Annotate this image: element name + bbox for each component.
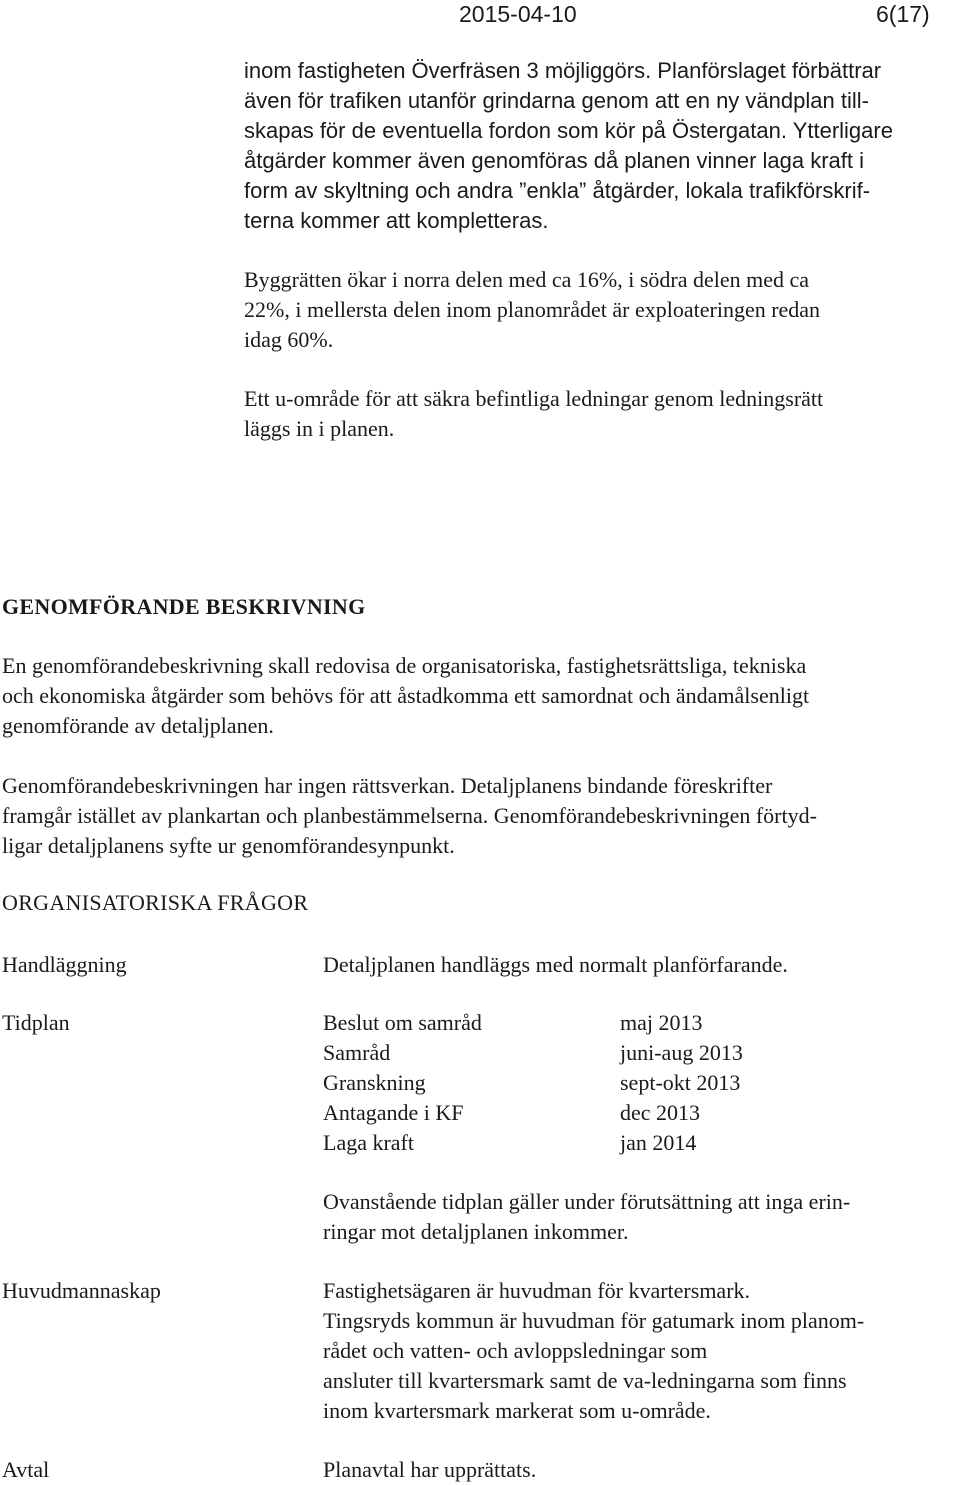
tidplan-steps	[323, 1008, 482, 1158]
intro-paragraph-2	[244, 265, 820, 355]
intro-paragraph-3	[244, 384, 823, 444]
text-line: åtgärder kommer även genomföras då planen vinner laga kraft i	[244, 148, 865, 173]
huvudmannaskap-label: Huvudmannaskap	[2, 1278, 161, 1303]
section-paragraph-2	[2, 771, 817, 861]
handlaggning-label: Handläggning	[2, 952, 127, 977]
text-line: ringar mot detaljplanen inkommer.	[323, 1219, 629, 1244]
text-line: skapas för de eventuella fordon som kör på Östergatan. Ytterligare	[244, 118, 893, 143]
text-line: och ekonomiska åtgärder som behövs för att åstadkomma ett samordnat och ändamålsenligt	[2, 683, 810, 708]
header-date: 2015-04-10	[459, 1, 577, 27]
text-line: form av skyltning och andra ”enkla” åtgärder, lokala trafikförskrif-	[244, 178, 871, 203]
avtal-label: Avtal	[2, 1457, 50, 1482]
text-line: ligar detaljplanens syfte ur genomförandesynpunkt.	[2, 833, 455, 858]
section-subheading: ORGANISATORISKA FRÅGOR	[2, 890, 309, 915]
text-line: Ovanstående tidplan gäller under förutsättning att inga erin-	[323, 1189, 851, 1214]
avtal-text: Planavtal har upprättats.	[323, 1457, 537, 1482]
text-line: 22%, i mellersta delen inom planområdet är exploateringen redan	[244, 297, 821, 322]
intro-paragraph-1	[244, 56, 893, 236]
tidplan-step: Antagande i KF	[323, 1100, 464, 1125]
text-line: terna kommer att kompletteras.	[244, 208, 549, 233]
tidplan-label: Tidplan	[2, 1010, 70, 1035]
tidplan-step: Beslut om samråd	[323, 1010, 482, 1035]
page-number: 6(17)	[876, 1, 930, 27]
tidplan-date: jan 2014	[620, 1130, 697, 1155]
tidplan-step: Laga kraft	[323, 1130, 414, 1155]
tidplan-step: Samråd	[323, 1040, 391, 1065]
huvudmannaskap-text	[323, 1276, 864, 1426]
text-line: även för trafiken utanför grindarna genom att en ny vändplan till-	[244, 88, 869, 113]
text-line: idag 60%.	[244, 327, 334, 352]
text-line: ansluter till kvartersmark samt de va-ledningarna som finns	[323, 1368, 847, 1393]
tidplan-date: juni-aug 2013	[620, 1040, 743, 1065]
tidplan-date: maj 2013	[620, 1010, 703, 1035]
handlaggning-text: Detaljplanen handläggs med normalt planförfarande.	[323, 952, 788, 977]
text-line: Ett u-område för att säkra befintliga ledningar genom ledningsrätt	[244, 386, 824, 411]
text-line: rådet och vatten- och avloppsledningar som	[323, 1338, 708, 1363]
section-paragraph-1	[2, 651, 809, 741]
text-line: framgår istället av plankartan och planbestämmelserna. Genomförandebeskrivningen förtyd-	[2, 803, 817, 828]
text-line: inom kvartersmark markerat som u-område.	[323, 1398, 711, 1423]
text-line: läggs in i planen.	[244, 416, 395, 441]
text-line: Genomförandebeskrivningen har ingen rättsverkan. Detaljplanens bindande föreskrifter	[2, 773, 773, 798]
section-heading: GENOMFÖRANDE BESKRIVNING	[2, 594, 366, 619]
text-line: Tingsryds kommun är huvudman för gatumark inom planom-	[323, 1308, 865, 1333]
tidplan-note	[323, 1187, 850, 1247]
text-line: genomförande av detaljplanen.	[2, 713, 274, 738]
tidplan-step: Granskning	[323, 1070, 426, 1095]
text-line: Fastighetsägaren är huvudman för kvartersmark.	[323, 1278, 751, 1303]
text-line: inom fastigheten Överfräsen 3 möjliggörs. Planförslaget förbättrar	[244, 58, 882, 83]
text-line: En genomförandebeskrivning skall redovisa de organisatoriska, fastighetsrättsliga, tekniska	[2, 653, 807, 678]
tidplan-date: sept-okt 2013	[620, 1070, 741, 1095]
tidplan-dates	[620, 1008, 743, 1158]
tidplan-date: dec 2013	[620, 1100, 701, 1125]
text-line: Byggrätten ökar i norra delen med ca 16%, i södra delen med ca	[244, 267, 810, 292]
